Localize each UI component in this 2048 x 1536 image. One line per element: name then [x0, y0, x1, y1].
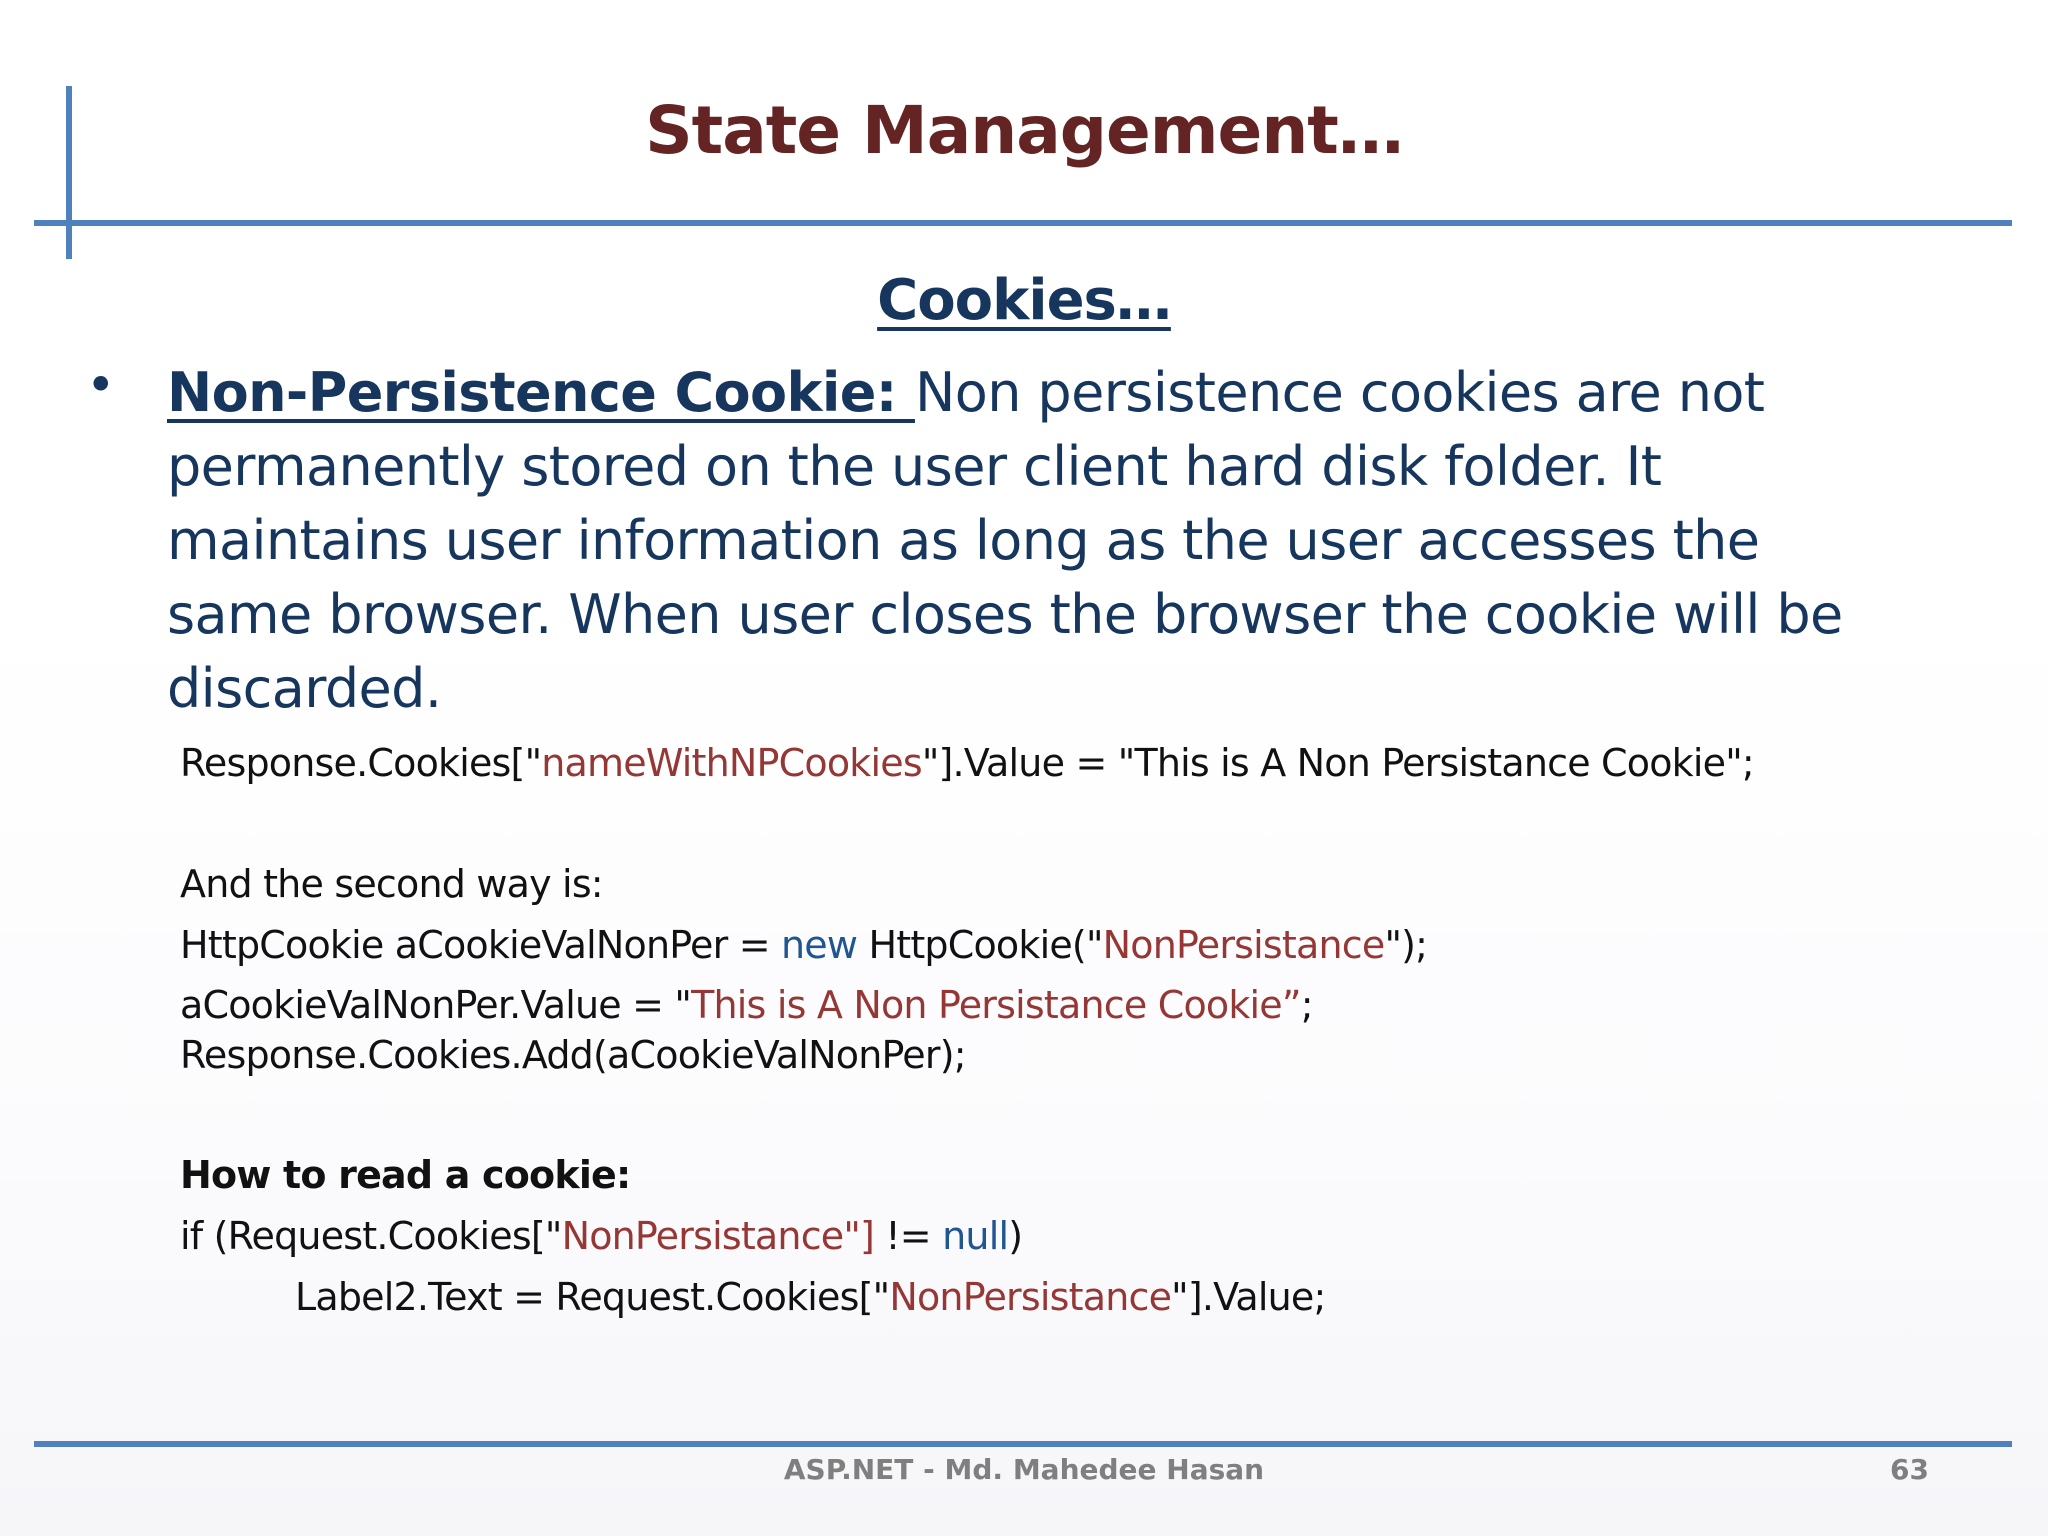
code-string: NonPersistance: [1102, 923, 1385, 967]
code-text: ): [1008, 1214, 1023, 1258]
code-line-set-value: [180, 982, 1313, 1028]
code-text: HttpCookie aCookieValNonPer =: [180, 923, 782, 967]
bullet-line-1: [167, 356, 1967, 430]
bullet-line-2: permanently stored on the user client hard disk folder. It: [167, 435, 1662, 498]
code-text: ;: [1300, 983, 1313, 1027]
code-second-way-label: And the second way is:: [180, 862, 603, 906]
code-string: This is A Non Persistance Cookie”: [691, 983, 1301, 1027]
bullet-lead-term: Non-Persistence Cookie:: [167, 361, 915, 424]
slide-subtitle: Cookies…: [877, 268, 1171, 333]
code-text: "].Value = "This is A Non Persistance Cookie";: [921, 741, 1754, 785]
code-text: aCookieValNonPer.Value = ": [180, 983, 692, 1027]
bullet-line-text: Non persistence cookies are not: [914, 361, 1765, 424]
code-line-add-cookie: Response.Cookies.Add(aCookieValNonPer);: [180, 1033, 966, 1077]
code-string: NonPersistance: [889, 1275, 1172, 1319]
code-text: if (Request.Cookies[": [180, 1214, 562, 1258]
code-line-new-cookie: [180, 922, 1427, 968]
code-text: HttpCookie(": [857, 923, 1103, 967]
slide-title: State Management…: [645, 92, 1403, 169]
bullet-line-4: same browser. When user closes the browser the cookie will be: [167, 583, 1843, 646]
header-horizontal-rule: [34, 220, 2012, 226]
bullet-paragraph: [167, 356, 1967, 726]
code-read-heading: How to read a cookie:: [180, 1153, 631, 1197]
bullet-line-3: maintains user information as long as the user accesses the: [167, 509, 1760, 572]
code-keyword: null: [942, 1214, 1009, 1258]
bullet-marker: •: [86, 356, 116, 414]
code-string: NonPersistance"]: [561, 1214, 875, 1258]
footer-text: ASP.NET - Md. Mahedee Hasan: [783, 1453, 1265, 1486]
code-line-if-check: [180, 1213, 1022, 1259]
code-string: nameWithNPCookies: [541, 741, 922, 785]
code-line-label-assign: [295, 1274, 1326, 1320]
bullet-line-5: discarded.: [167, 657, 442, 720]
footer-rule: [34, 1441, 2012, 1447]
code-line-response-set: [180, 740, 1754, 786]
code-text: Label2.Text = Request.Cookies[": [295, 1275, 890, 1319]
code-text: !=: [874, 1214, 943, 1258]
code-text: Response.Cookies[": [180, 741, 542, 785]
code-text: ");: [1384, 923, 1428, 967]
code-text: "].Value;: [1171, 1275, 1326, 1319]
page-number: 63: [1890, 1453, 1929, 1486]
code-keyword: new: [781, 923, 858, 967]
